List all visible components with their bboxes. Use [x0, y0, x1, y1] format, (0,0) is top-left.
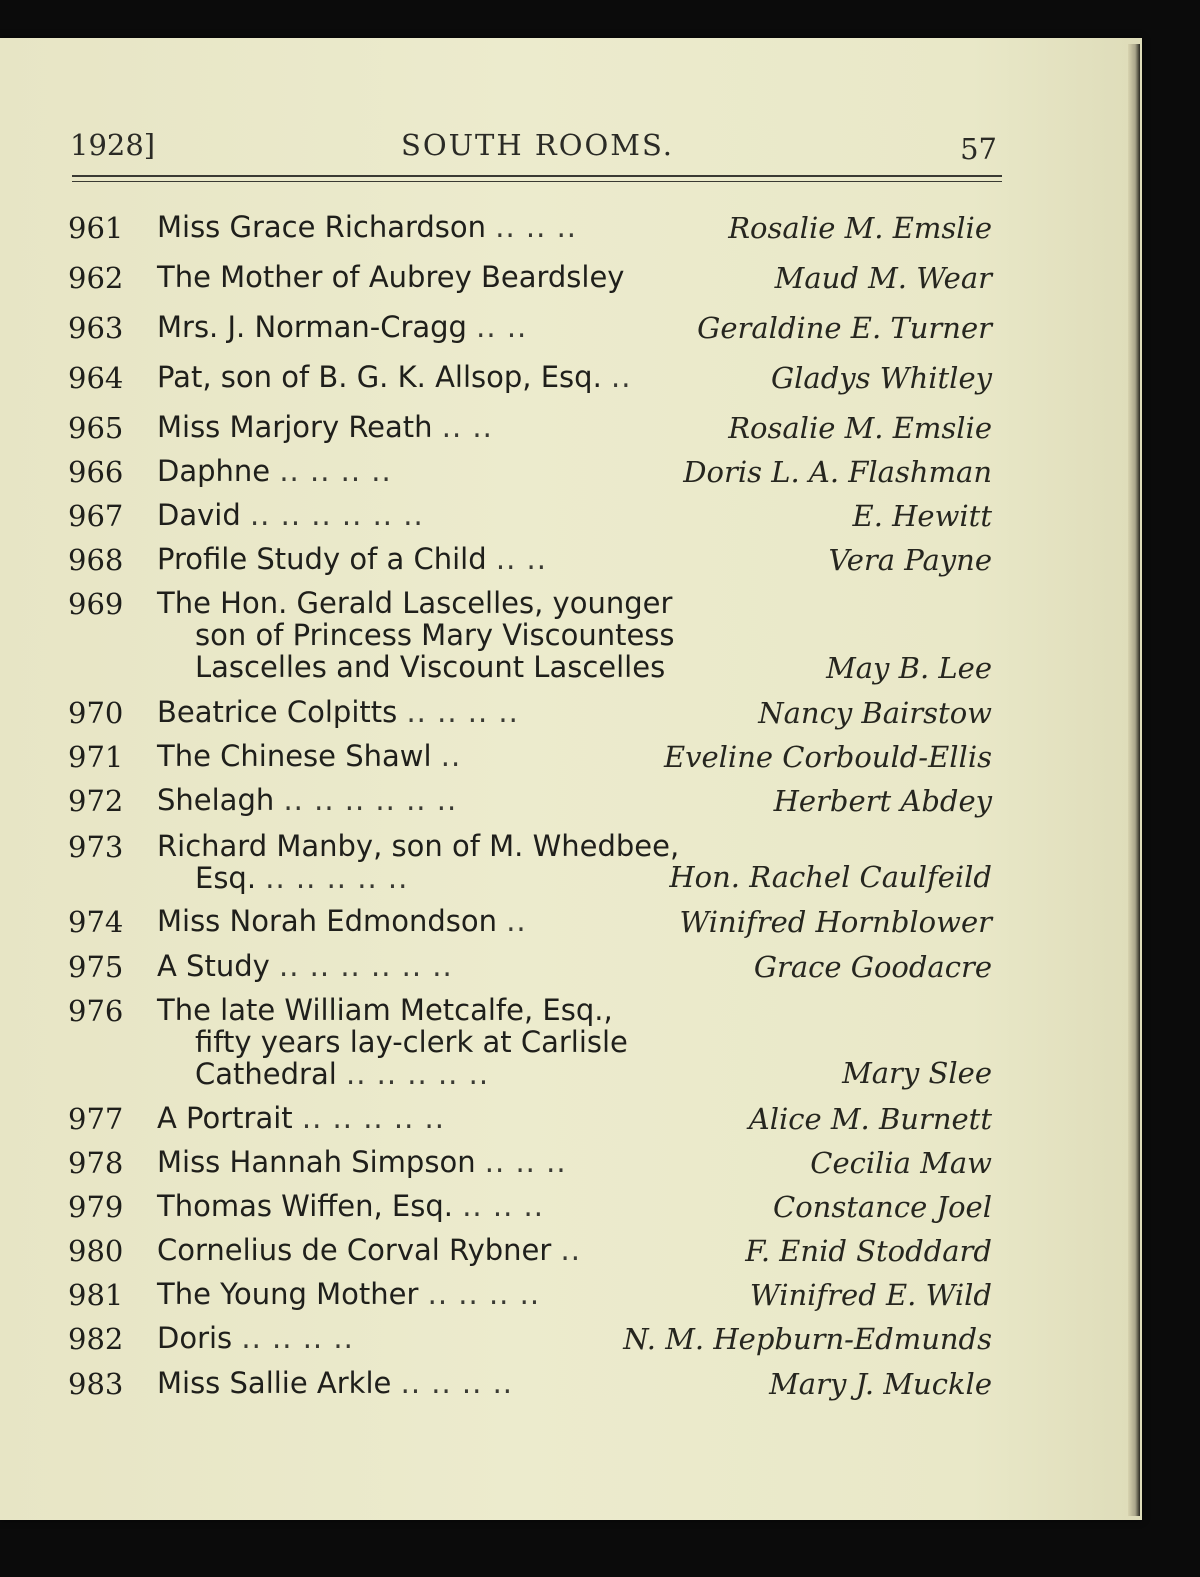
- entry-number: 968: [68, 543, 124, 577]
- entry-title: A Study .. .. .. .. .. ..: [157, 949, 453, 983]
- entry-artist: Winifred Hornblower: [679, 905, 992, 939]
- entry-artist: Maud M. Wear: [774, 261, 992, 295]
- entry-title: Thomas Wiffen, Esq. .. .. ..: [157, 1189, 544, 1223]
- entry-title: Miss Grace Richardson .. .. ..: [157, 210, 578, 244]
- entry-number: 976: [68, 994, 124, 1028]
- entry-artist: Cecilia Maw: [810, 1146, 992, 1180]
- entry-title: Cornelius de Corval Rybner ..: [157, 1233, 581, 1267]
- entry-number: 962: [68, 261, 124, 295]
- entry-number: 982: [68, 1322, 124, 1356]
- entry-number: 979: [68, 1190, 124, 1224]
- entry-number: 967: [68, 499, 124, 533]
- entry-title: Shelagh .. .. .. .. .. ..: [157, 783, 458, 817]
- entry-title: Pat, son of B. G. K. Allsop, Esq. ..: [157, 360, 632, 394]
- entry-title: Daphne .. .. .. ..: [157, 454, 392, 488]
- entry-title: Miss Sallie Arkle .. .. .. ..: [157, 1366, 514, 1400]
- entry-number: 972: [68, 784, 124, 818]
- entry-title: Miss Marjory Reath .. ..: [157, 410, 493, 444]
- entry-number: 964: [68, 361, 124, 395]
- entry-title: The Mother of Aubrey Beardsley: [157, 260, 625, 294]
- entry-number: 970: [68, 696, 124, 730]
- entry-number: 973: [68, 830, 124, 864]
- entry-number: 974: [68, 905, 124, 939]
- entry-number: 981: [68, 1278, 124, 1312]
- entry-title: The Hon. Gerald Lascelles, younger son of Princess Mary Viscountess Lascelles and Viscount Lascelles: [157, 586, 675, 684]
- entry-number: 977: [68, 1102, 124, 1136]
- header-year: 1928]: [70, 128, 156, 162]
- entry-number: 980: [68, 1234, 124, 1268]
- entry-artist: Constance Joel: [773, 1190, 992, 1224]
- entry-title: David .. .. .. .. .. ..: [157, 498, 424, 532]
- entry-artist: Gladys Whitley: [770, 361, 992, 395]
- entry-title: The Chinese Shawl ..: [157, 739, 462, 773]
- entry-artist: Eveline Corbould-Ellis: [663, 740, 992, 774]
- entry-artist: Mary J. Muckle: [769, 1367, 992, 1401]
- entry-number: 963: [68, 311, 124, 345]
- entry-number: 965: [68, 411, 124, 445]
- entry-number: 969: [68, 587, 124, 621]
- entry-artist: Doris L. A. Flashman: [683, 455, 992, 489]
- entry-number: 975: [68, 950, 124, 984]
- entry-title: The late William Metcalfe, Esq., fifty years lay-clerk at Carlisle Cathedral .. .. .. .. ..: [157, 993, 628, 1091]
- entry-artist: N. M. Hepburn-Edmunds: [623, 1322, 992, 1356]
- entry-artist: F. Enid Stoddard: [745, 1234, 992, 1268]
- entry-number: 966: [68, 455, 124, 489]
- entry-artist: E. Hewitt: [852, 499, 992, 533]
- entry-number: 983: [68, 1367, 124, 1401]
- entry-title: Miss Hannah Simpson .. .. ..: [157, 1145, 567, 1179]
- entry-title: Miss Norah Edmondson ..: [157, 904, 527, 938]
- entry-number: 978: [68, 1146, 124, 1180]
- entry-artist: Herbert Abdey: [773, 784, 992, 818]
- entry-title: Richard Manby, son of M. Whedbee, Esq. .. .. .. .. ..: [157, 829, 680, 895]
- entry-artist: Alice M. Burnett: [748, 1102, 992, 1136]
- entry-title: Profile Study of a Child .. ..: [157, 542, 547, 576]
- header-title: SOUTH ROOMS.: [400, 128, 675, 162]
- entry-number: 971: [68, 740, 124, 774]
- entry-title: A Portrait .. .. .. .. ..: [157, 1101, 445, 1135]
- entry-title: Mrs. J. Norman-Cragg .. ..: [157, 310, 528, 344]
- entry-artist: Grace Goodacre: [753, 950, 992, 984]
- entry-artist: Geraldine E. Turner: [697, 311, 992, 345]
- entry-artist: Winifred E. Wild: [749, 1278, 992, 1312]
- entry-title: Doris .. .. .. ..: [157, 1321, 354, 1355]
- entry-artist: Nancy Bairstow: [758, 696, 992, 730]
- entry-title: The Young Mother .. .. .. ..: [157, 1277, 541, 1311]
- entry-title: Beatrice Colpitts .. .. .. ..: [157, 695, 519, 729]
- header-page-number: 57: [960, 132, 997, 166]
- entry-artist: Rosalie M. Emslie: [728, 411, 992, 445]
- entry-artist: Hon. Rachel Caulfeild: [669, 860, 992, 894]
- entry-artist: Rosalie M. Emslie: [728, 211, 992, 245]
- entry-artist: May B. Lee: [826, 651, 992, 685]
- entry-number: 961: [68, 211, 124, 245]
- entry-artist: Mary Slee: [842, 1056, 992, 1090]
- entry-artist: Vera Payne: [828, 543, 992, 577]
